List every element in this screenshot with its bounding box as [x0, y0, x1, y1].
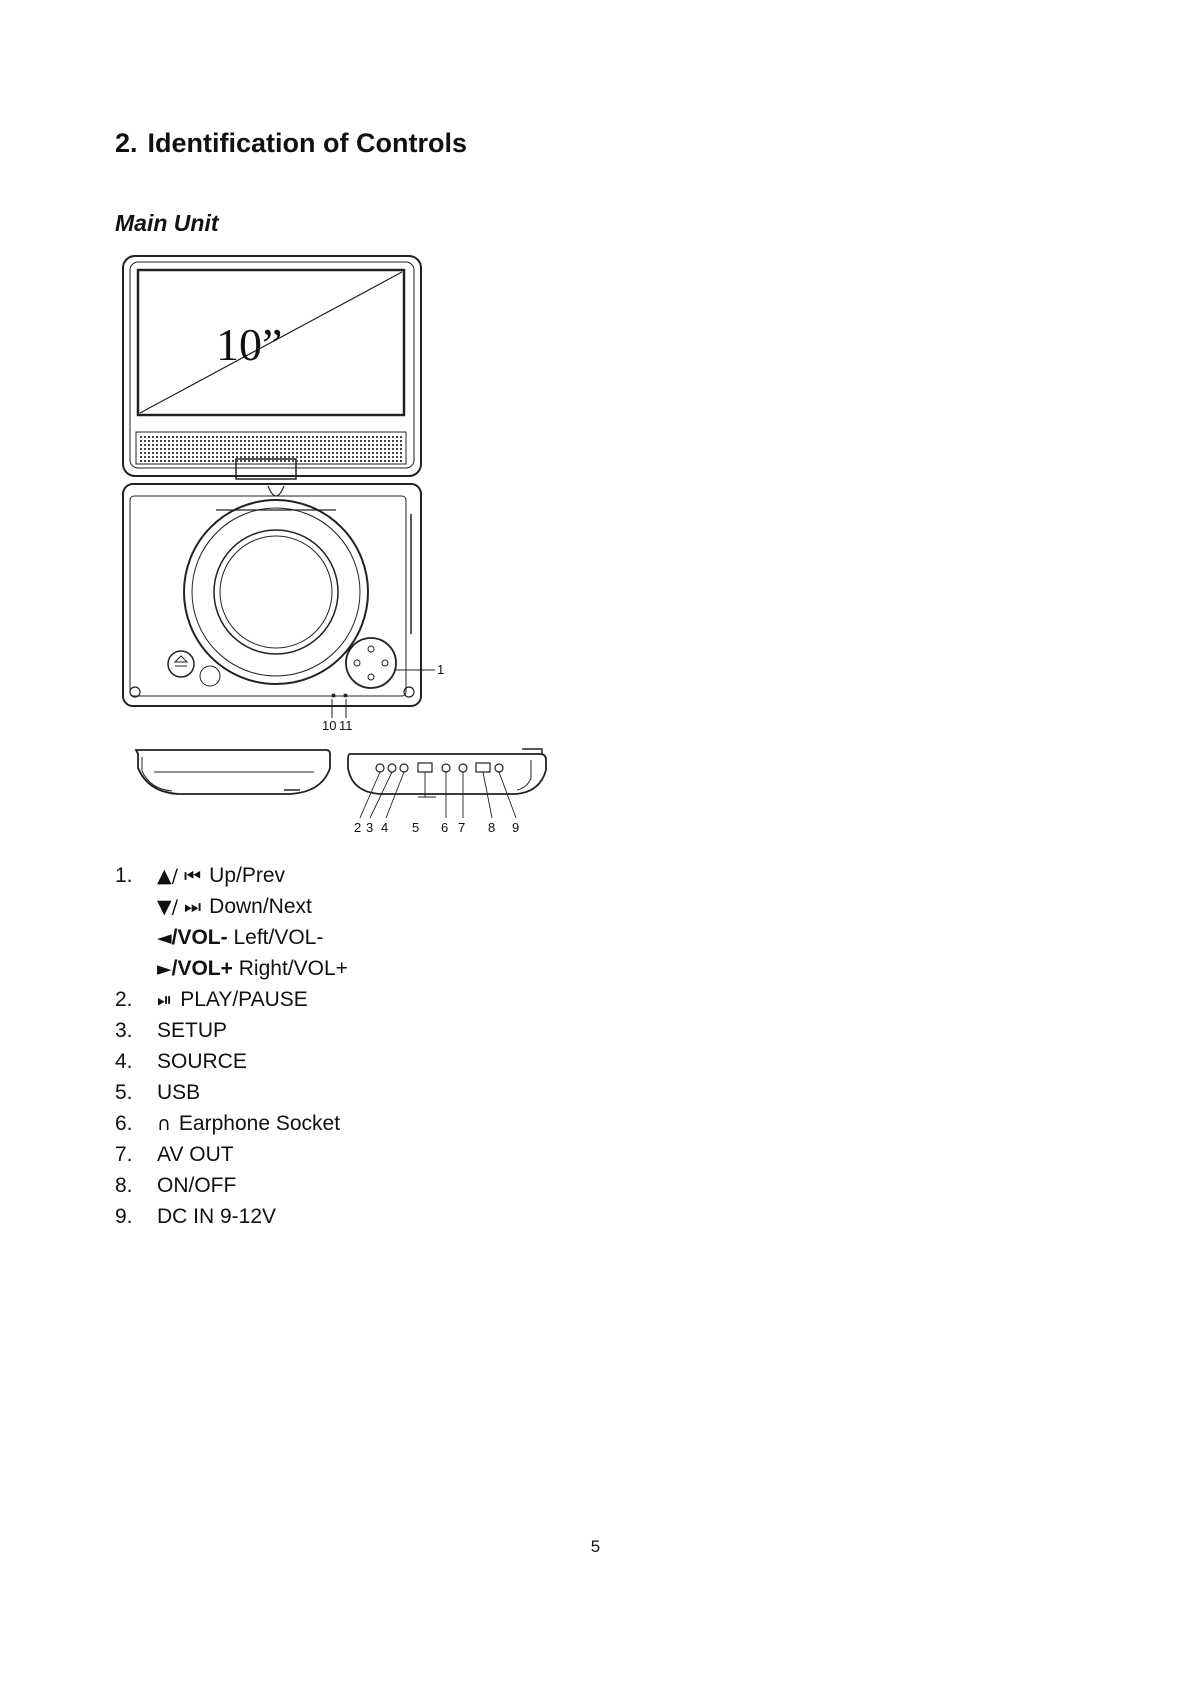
item-label: SOURCE — [157, 1050, 247, 1073]
connector-side-view — [348, 754, 546, 794]
item-label: AV OUT — [157, 1143, 234, 1166]
item-number: 7. — [115, 1143, 133, 1166]
item-label: Left/VOL- — [233, 926, 324, 949]
disc-window — [214, 530, 338, 654]
item-number: 8. — [115, 1174, 133, 1197]
item-number: 5. — [115, 1081, 133, 1104]
callout-2: 2 — [354, 820, 362, 835]
section-heading — [115, 128, 467, 159]
page-number: 5 — [590, 1537, 601, 1556]
dvd-player-diagram — [118, 252, 598, 842]
disc-lid — [184, 500, 368, 684]
vol-up-key: /VOL+ — [171, 957, 233, 980]
screen-size-label: 10” — [216, 319, 283, 370]
item-label: USB — [157, 1081, 201, 1104]
callout-7: 7 — [458, 820, 466, 835]
callout-4: 4 — [381, 820, 389, 835]
callout-11: 11 — [339, 718, 353, 733]
item-number: 4. — [115, 1050, 133, 1073]
eject-button — [168, 651, 194, 677]
item-number: 2. — [115, 988, 133, 1011]
section-number: 2. — [115, 128, 138, 158]
item-label: ON/OFF — [157, 1174, 237, 1197]
callout-5: 5 — [412, 820, 420, 835]
item-label: Right/VOL+ — [238, 957, 348, 980]
headphone-icon: ∩ — [157, 1113, 171, 1135]
vol-down-key: /VOL- — [171, 926, 228, 949]
item-number: 6. — [115, 1112, 133, 1135]
down-next-icon: ▼/ ⏭ — [157, 896, 202, 918]
subsection-heading: Main Unit — [115, 210, 219, 236]
callout-6: 6 — [441, 820, 449, 835]
speaker-grille-pattern — [140, 436, 402, 462]
section-title: Identification of Controls — [147, 128, 468, 158]
item-number: 1. — [115, 864, 133, 887]
left-arrow-icon: ◄ — [157, 927, 172, 949]
item-label: Earphone Socket — [178, 1112, 341, 1135]
item-label: DC IN 9-12V — [157, 1205, 277, 1228]
item-label: Down/Next — [209, 895, 312, 918]
item-label: SETUP — [157, 1019, 228, 1042]
item-label: PLAY/PAUSE — [180, 988, 308, 1011]
callout-8: 8 — [488, 820, 496, 835]
play-pause-icon: ⏯ — [157, 989, 173, 1011]
callout-1: 1 — [437, 662, 445, 677]
item-number: 3. — [115, 1019, 133, 1042]
item-label: Up/Prev — [209, 864, 286, 887]
up-prev-icon: ▲/ ⏮ — [157, 865, 202, 887]
base-outline — [123, 484, 421, 706]
callout-10: 10 — [322, 718, 337, 733]
callout-9: 9 — [512, 820, 520, 835]
right-arrow-icon: ► — [157, 958, 172, 980]
item-number: 9. — [115, 1205, 133, 1228]
callout-3: 3 — [366, 820, 374, 835]
